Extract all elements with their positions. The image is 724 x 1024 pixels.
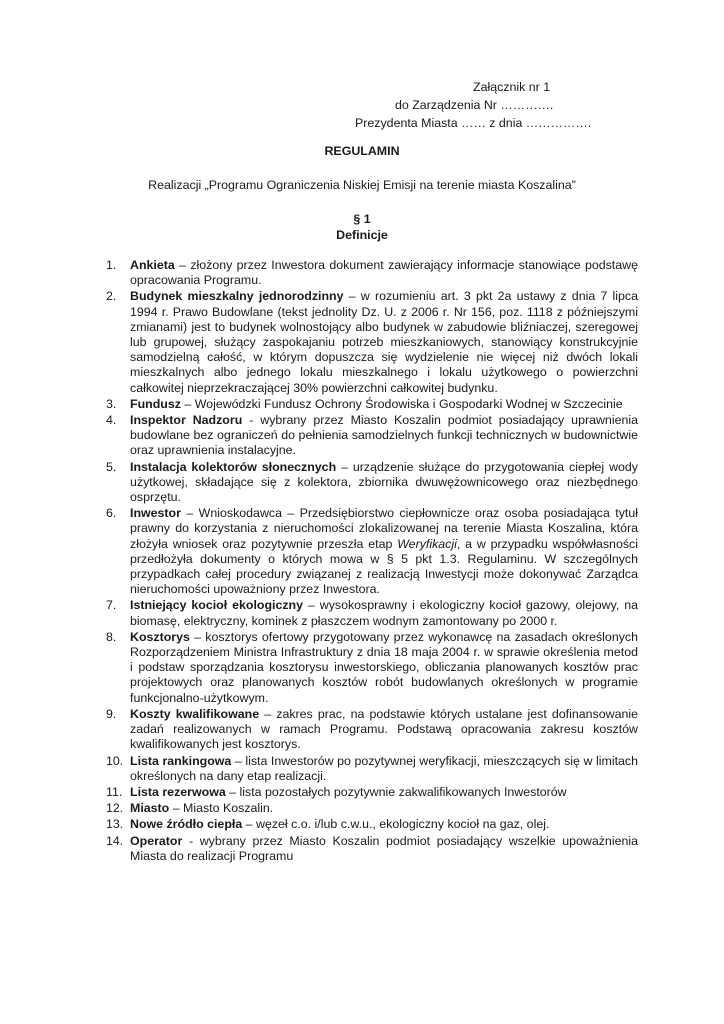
definition-term: Inspektor Nadzoru	[130, 413, 243, 428]
definition-term: Ankieta	[130, 258, 175, 272]
definition-term: Fundusz	[130, 396, 181, 411]
definition-number: 9.	[106, 706, 117, 721]
document-subtitle: Realizacji „Programu Ograniczenia Niskiej Emisji na terenie miasta Koszalina”	[148, 178, 576, 192]
definition-item	[106, 801, 638, 816]
definition-number: 13.	[106, 817, 124, 832]
definition-item	[106, 706, 639, 753]
definition-number: 2.	[106, 289, 117, 304]
definition-item	[106, 784, 638, 800]
section-name: Definicje	[336, 228, 388, 242]
definition-term: Kosztorys	[130, 629, 190, 644]
definition-text-continued: , a w przypadku współwłasności przedłożyła dokumenty o których mowa w § 5 pkt 1.3. Regulaminu. W szczególnych przypadkach całej procedury związanej z realizacją Inwestycji może dokonywać Zarządca nieruchomości upoważniony przez Inwestora.	[130, 536, 638, 597]
definition-text: – kosztorys ofertowy przygotowany przez wykonawcę na zasadach określonych Rozporządzeniem Ministra Infrastruktury z dnia 18 maja 2004 r. w sprawie określenia metod i podstaw sporządzania kosztorysu inwestorskiego, obliczania planowanych kosztów prac projektowych oraz planowanych kosztów robót budowlanych określonych w programie funkcjonalno-użytkowym.	[130, 629, 638, 705]
definition-term: Instalacja kolektorów słonecznych	[130, 459, 337, 474]
definition-number: 7.	[106, 598, 117, 613]
definition-text: – Wojewódzki Fundusz Ochrony Środowiska i Gospodarki Wodnej w Szczecinie	[180, 396, 623, 411]
definition-text: – Miasto Koszalin.	[169, 801, 274, 816]
definition-number: 3.	[106, 396, 117, 411]
definition-item	[106, 817, 638, 832]
definition-item	[106, 833, 638, 864]
definition-number: 5.	[106, 459, 117, 474]
definition-item	[106, 629, 638, 706]
definition-item	[106, 753, 638, 784]
definition-term: Operator	[130, 833, 183, 848]
definition-number: 12.	[106, 801, 124, 816]
document-title: REGULAMIN	[324, 144, 400, 158]
definition-emphasis: Weryfikacji	[397, 536, 457, 551]
definition-item	[106, 258, 638, 288]
definition-item	[106, 459, 638, 506]
definition-term: Miasto	[130, 801, 170, 816]
definition-term: Inwestor	[130, 506, 181, 521]
definition-text: – urządzenie służące do przygotowania ciepłej wody użytkowej, składające się z kolektora, zbiornika dwuwężownicowego oraz niezbędnego osprzętu.	[130, 459, 638, 505]
definition-item	[106, 289, 638, 395]
definition-text: - wybrany przez Miasto Koszalin podmiot posiadający uprawnienia budowlane bez ograniczeń do pełnienia samodzielnych funkcji technicznych w budownictwie oraz uprawnienia instalacyjne.	[130, 413, 638, 458]
definition-number: 11.	[106, 784, 123, 799]
definition-text: – lista Inwestorów po pozytywnej weryfikacji, mieszczących się w limitach określonych na dany etap realizacji.	[130, 753, 638, 783]
definition-term: Istniejący kocioł ekologiczny	[130, 598, 304, 613]
definition-number: 14.	[106, 833, 124, 848]
definition-text: – węzeł c.o. i/lub c.w.u., ekologiczny kocioł na gaz, olej.	[242, 817, 550, 832]
definition-text: – zakres prac, na podstawie których ustalane jest dofinansowanie zadań realizowanych w ramach Programu. Podstawą opracowania zakresu kosztów kwalifikowanych jest kosztorys.	[130, 706, 639, 752]
definition-text: – w rozumieniu art. 3 pkt 2a ustawy z dnia 7 lipca 1994 r. Prawo Budowlane (tekst jednolity Dz. U. z 2006 r. Nr 156, poz. 1118 z późniejszymi zmianami) jest to budynek wolnostojący albo budynek w zabudowie bliźniaczej, szeregowej lub grupowej, służący zaspokajaniu potrzeb mieszkaniowych, stanowiący konstrukcyjnie samodzielną całość, w którym dopuszcza się wydzielenie nie więcej niż dwóch lokali mieszkalnych albo jednego lokalu mieszkalnego i lokalu użytkowego o powierzchni całkowitej nieprzekraczającej 30% powierzchni całkowitej budynku.	[130, 289, 638, 395]
definition-term: Budynek mieszkalny jednorodzinny	[130, 289, 344, 304]
definition-text: – złożony przez Inwestora dokument zawierający informacje stanowiące podstawę opracowania Programu.	[130, 258, 638, 288]
definition-number: 8.	[106, 629, 117, 644]
definition-term: Koszty kwalifikowane	[130, 706, 260, 721]
definition-item	[106, 598, 638, 628]
definition-text: – wysokosprawny i ekologiczny kocioł gazowy, olejowy, na biomasę, elektryczny, kominek z płaszczem wodnym zamontowany po 2000 r.	[130, 598, 638, 628]
section-number: § 1	[353, 212, 371, 226]
definition-number: 4.	[106, 413, 117, 428]
definitions-list	[106, 258, 639, 865]
definition-text: - wybrany przez Miasto Koszalin podmiot posiadający wszelkie upoważnienia Miasta do realizacji Programu	[130, 833, 638, 863]
definition-term: Lista rankingowa	[130, 753, 232, 768]
definition-item	[106, 506, 638, 597]
definition-number: 6.	[106, 506, 117, 521]
definition-text: – Wnioskodawca – Przedsiębiorstwo ciepłownicze oraz osoba posiadająca tytuł prawny do korzystania z nieruchomości zlokalizowanej na terenie Miasta Koszalina, która złożyła wniosek oraz pozytywnie przeszła etap	[130, 506, 638, 551]
definition-term: Lista rezerwowa	[130, 784, 226, 799]
definition-number: 1.	[106, 258, 117, 272]
ordinance-reference: do Zarządzenia Nr ………….	[395, 98, 554, 112]
definition-term: Nowe źródło ciepła	[130, 817, 243, 832]
definition-number: 10.	[106, 753, 124, 768]
definition-item	[106, 413, 638, 459]
mayor-reference: Prezydenta Miasta …… z dnia …………….	[355, 116, 592, 130]
definition-text: – lista pozostałych pozytywnie zakwalifikowanych Inwestorów	[225, 784, 567, 799]
attachment-number: Załącznik nr 1	[473, 80, 551, 94]
definition-item	[106, 396, 638, 412]
